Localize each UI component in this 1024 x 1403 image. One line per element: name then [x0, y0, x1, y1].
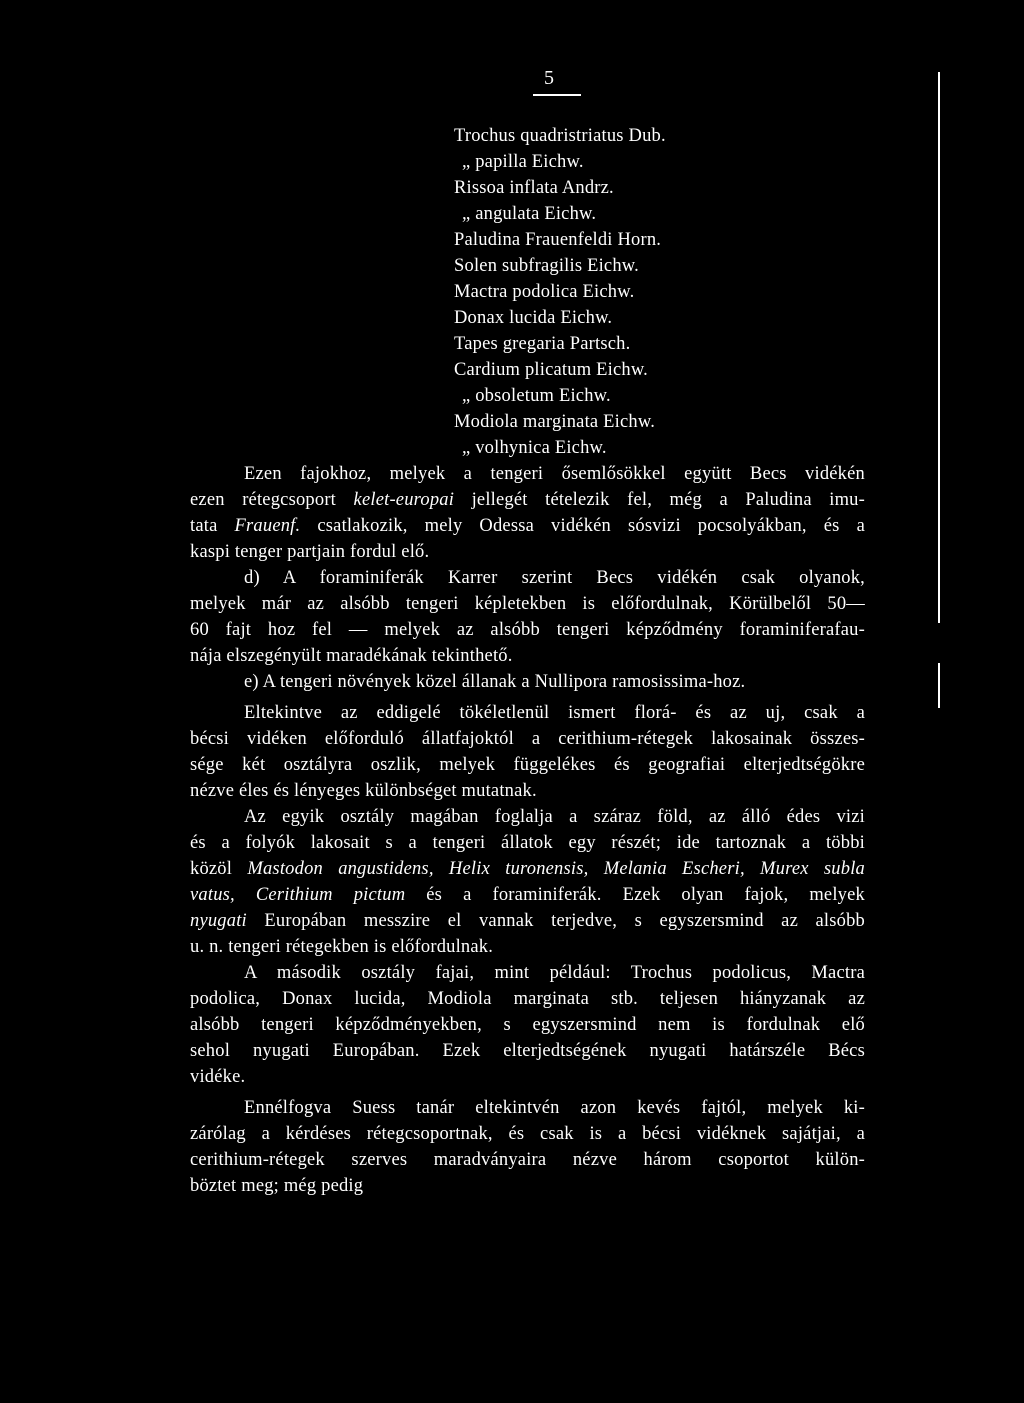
page-number: 5: [544, 67, 554, 89]
species-item: Modiola marginata Eichw.: [454, 412, 656, 432]
paragraph-line: sége két osztályra oszlik, melyek függelékes és geografiai elterjedtségökre: [190, 755, 865, 775]
paragraph-line: ezen rétegcsoport kelet-europai jellegét tételezik fel, még a Paludina imu-: [190, 490, 865, 510]
species-item: Tapes gregaria Partsch.: [454, 334, 631, 354]
paragraph-line: Az egyik osztály magában foglalja a száraz föld, az álló édes vizi: [244, 807, 865, 827]
page-number-rule: [533, 94, 581, 96]
paragraph-line: alsóbb tengeri képződményekben, s egyszersmind nem is fordulnak elő: [190, 1015, 865, 1035]
italic-term: Frauenf.: [234, 516, 301, 536]
paragraph-line: e) A tengeri növények közel állanak a Nullipora ramosissima-hoz.: [244, 672, 746, 692]
paragraph-line: sehol nyugati Europában. Ezek elterjedtségének nyugati határszéle Bécs: [190, 1041, 865, 1061]
paragraph-line: kaspi tenger partjain fordul elő.: [190, 542, 430, 562]
paragraph-line: Ennélfogva Suess tanár eltekintvén azon kevés fajtól, melyek ki-: [244, 1098, 865, 1118]
italic-term: vatus, Cerithium pictum: [190, 885, 406, 905]
species-item: Paludina Frauenfeldi Horn.: [454, 230, 662, 250]
margin-rule: [938, 663, 940, 708]
paragraph-line: Eltekintve az eddigelé tökéletlenül ismert florá- és az uj, csak a: [244, 703, 865, 723]
margin-rule: [938, 72, 940, 623]
paragraph-line: melyek már az alsóbb tengeri képletekben is előfordulnak, Körülbelől 50—: [190, 594, 865, 614]
paragraph-line: vidéke.: [190, 1067, 246, 1087]
species-item: Cardium plicatum Eichw.: [454, 360, 649, 380]
paragraph-line: nyugati Europában messzire el vannak terjedve, s egyszersmind az alsóbb: [190, 911, 865, 931]
species-item: Solen subfragilis Eichw.: [454, 256, 639, 276]
paragraph-line: A második osztály fajai, mint például: Trochus podolicus, Mactra: [244, 963, 865, 983]
italic-term: nyugati: [190, 911, 247, 931]
paragraph-line: nája elszegényült maradékának tekinthető.: [190, 646, 513, 666]
species-item: „ volhynica Eichw.: [462, 438, 607, 458]
paragraph-line: podolica, Donax lucida, Modiola marginata stb. teljesen hiányzanak az: [190, 989, 865, 1009]
paragraph-line: vatus, Cerithium pictum és a foraminiferák. Ezek olyan fajok, melyek: [190, 885, 865, 905]
paragraph-line: és a folyók lakosait s a tengeri állatok egy részét; ide tartoznak a többi: [190, 833, 865, 853]
paragraph-line: tata Frauenf. csatlakozik, mely Odessa vidékén sósvizi pocsolyákban, és a: [190, 516, 865, 536]
paragraph-line: cerithium-rétegek szerves maradványaira nézve három csoportot külön-: [190, 1150, 865, 1170]
species-item: Mactra podolica Eichw.: [454, 282, 635, 302]
species-item: Trochus quadristriatus Dub.: [454, 126, 666, 146]
paragraph-line: 60 fajt hoz fel — melyek az alsóbb tengeri képződmény foraminiferafau-: [190, 620, 865, 640]
paragraph-line: közöl Mastodon angustidens, Helix turonensis, Melania Escheri, Murex subla: [190, 859, 865, 879]
paragraph-line: böztet meg; még pedig: [190, 1176, 364, 1196]
italic-term: Mastodon angustidens, Helix turonensis, Melania Escheri, Murex subla: [247, 859, 865, 879]
paragraph-line: u. n. tengeri rétegekben is előfordulnak.: [190, 937, 494, 957]
paragraph-line: zárólag a kérdéses rétegcsoportnak, és csak is a bécsi vidéknek sajátjai, a: [190, 1124, 865, 1144]
paragraph-line: bécsi vidéken előforduló állatfajoktól a cerithium-rétegek lakosainak összes-: [190, 729, 865, 749]
species-item: „ obsoletum Eichw.: [462, 386, 611, 406]
species-item: „ papilla Eichw.: [462, 152, 584, 172]
italic-term: kelet-europai: [353, 490, 455, 510]
species-item: Donax lucida Eichw.: [454, 308, 613, 328]
paragraph-line: d) A foraminiferák Karrer szerint Becs vidékén csak olyanok,: [244, 568, 865, 588]
species-item: Rissoa inflata Andrz.: [454, 178, 614, 198]
paragraph-line: nézve éles és lényeges különbséget mutatnak.: [190, 781, 537, 801]
paragraph-line: Ezen fajokhoz, melyek a tengeri ősemlősökkel együtt Becs vidékén: [244, 464, 865, 484]
species-item: „ angulata Eichw.: [462, 204, 597, 224]
